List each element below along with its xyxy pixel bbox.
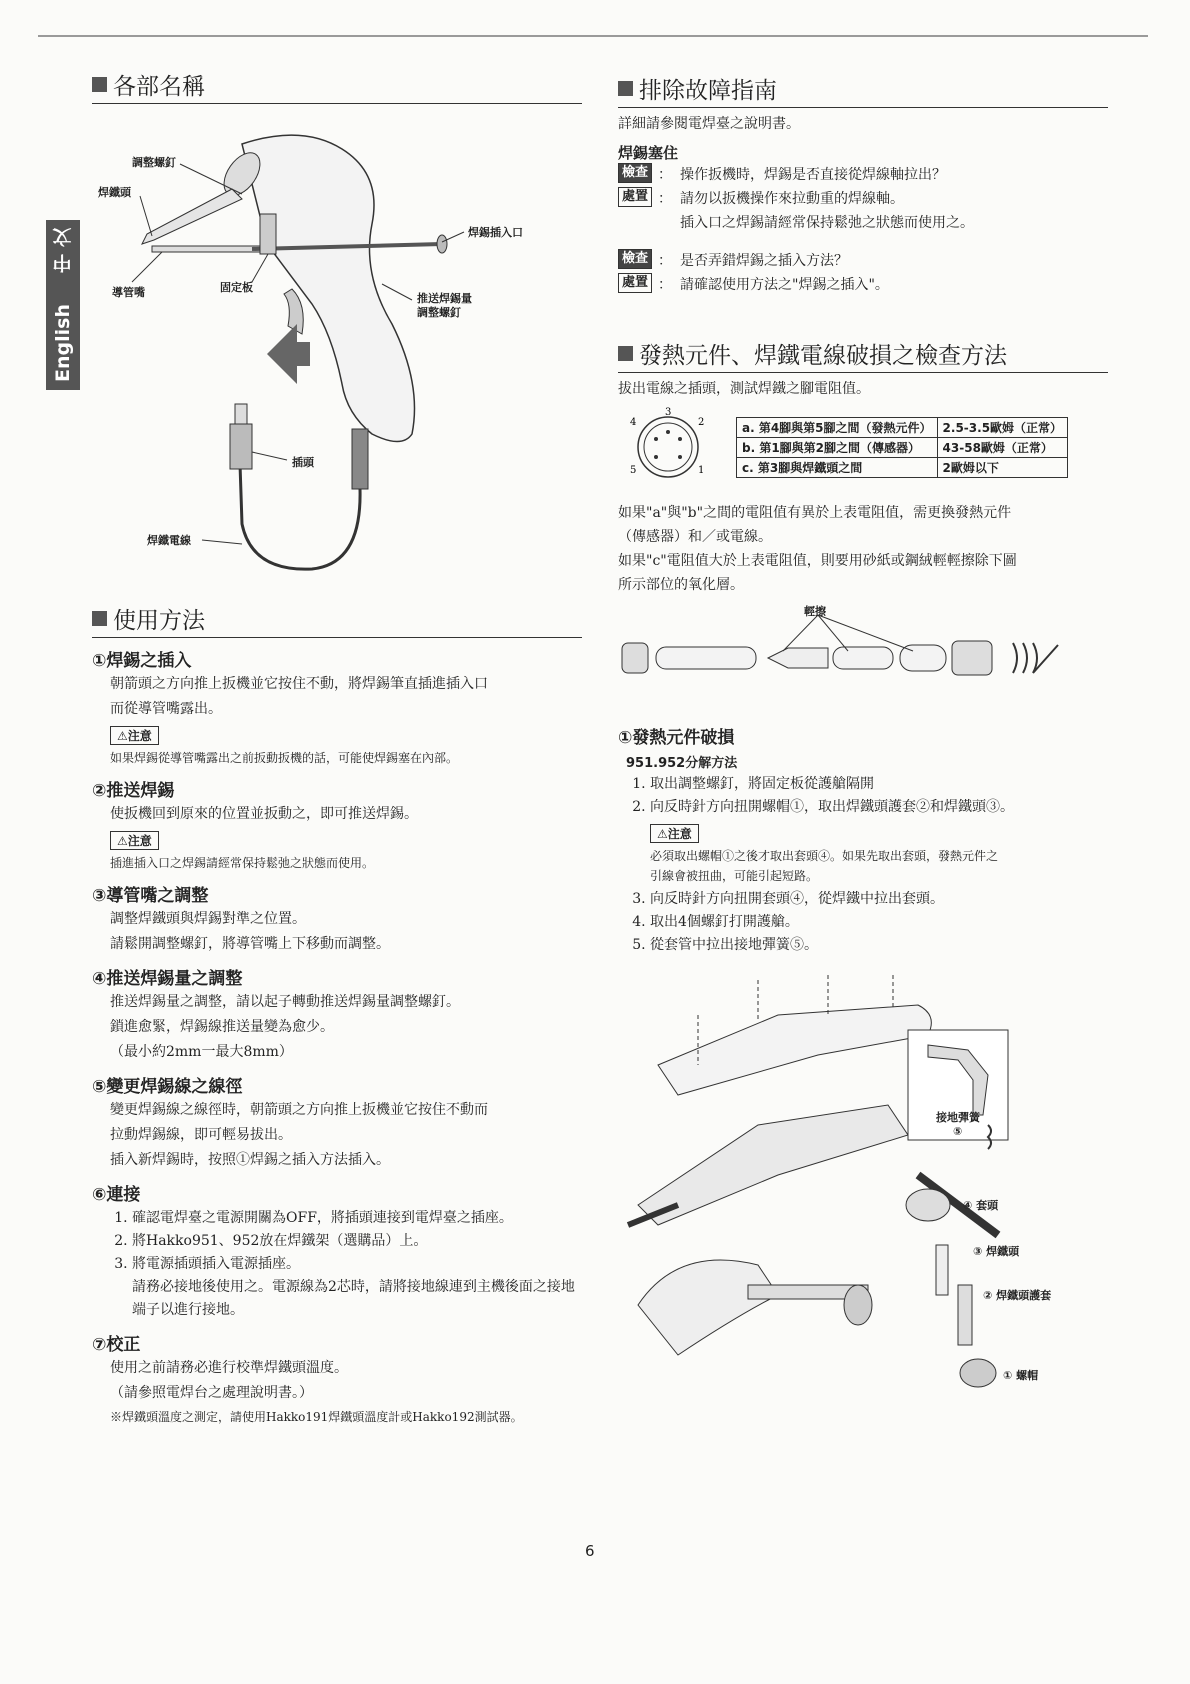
check-row-2: 檢查 ： 是否弄錯焊錫之插入方法？ — [618, 249, 1108, 273]
action-row-1: 處置 ： 請勿以扳機操作來拉動重的焊線軸。 插入口之焊錫請經常保持鬆弛之狀態而使用之。 — [618, 187, 1108, 235]
side-tab-en: English — [52, 304, 74, 382]
usage-section-heading — [92, 602, 582, 638]
table-cell: b. 第1腳與第2腳之間（傳感器） — [737, 437, 938, 457]
check-row-1: 檢查 ： 操作扳機時，焊錫是否直接從焊線軸拉出？ — [618, 163, 1108, 187]
list-item: 5. 從套管中拉出接地彈簧⑤。 — [650, 934, 1108, 957]
step2-note: 插進插入口之焊錫請經常保持鬆弛之狀態而使用。 — [110, 856, 375, 870]
step7-text-1: 使用之前請務必進行校準焊鐵頭溫度。 — [110, 1360, 348, 1376]
step1-text-1: 朝箭頭之方向推上扳機並它按住不動，將焊錫筆直插進插入口 — [110, 676, 488, 692]
step4-title: ④推送焊錫量之調整 — [92, 969, 243, 989]
table-row — [737, 457, 1068, 477]
trouble-title: 排除故障指南 — [639, 78, 777, 104]
caution-badge: ⚠注意 — [110, 726, 159, 745]
step5-title: ⑤變更焊錫線之線徑 — [92, 1077, 243, 1097]
action-badge: 處置 — [618, 273, 652, 293]
grounding-text: 請務必接地後使用之。電源線為2芯時，請將接地線連到主機後面之接地端子以進行接地。 — [132, 1279, 575, 1318]
pin-number: 2 — [698, 417, 705, 428]
label-solder-inlet: 焊錫插入口 — [468, 226, 523, 239]
break-note-2: 引線會被扭曲，可能引起短路。 — [650, 869, 819, 883]
label-nozzle: 導管嘴 — [112, 286, 145, 299]
table-cell: 2歐姆以下 — [937, 457, 1068, 477]
question-1: 操作扳機時，焊錫是否直接從焊線軸拉出？ — [680, 167, 947, 183]
side-tab-zh: 中 文 — [52, 228, 75, 273]
square-bullet-icon — [618, 81, 633, 96]
caution-badge: ⚠注意 — [650, 824, 699, 843]
step7-note: ※焊鐵頭溫度之測定，請使用Hakko191焊鐵頭溫度計或Hakko192測試器。 — [110, 1410, 523, 1424]
step5-text-1: 變更焊錫線之線徑時，朝箭頭之方向推上扳機並它按住不動而 — [110, 1102, 488, 1118]
list-item: 4. 取出4個螺釘打開護艙。 — [650, 911, 1108, 934]
square-bullet-icon — [92, 611, 107, 626]
step1-title: ①焊錫之插入 — [92, 651, 192, 671]
step4-text-1: 推送焊錫量之調整，請以起子轉動推送焊錫量調整螺釘。 — [110, 994, 460, 1010]
label-iron-tip: ③ 焊鐵頭 — [973, 1245, 1020, 1258]
label-adjust-screw: 調整螺釘 — [132, 156, 176, 169]
oxide-rub-figure — [618, 603, 1108, 703]
step3-text-2: 請鬆開調整螺釘，將導管嘴上下移動而調整。 — [110, 936, 390, 952]
label-ground-spring-number: ⑤ — [953, 1125, 963, 1138]
check-badge: 檢查 — [618, 163, 652, 183]
label-tip-cover: ② 焊鐵頭護套 — [983, 1289, 1052, 1302]
table-row — [737, 417, 1068, 437]
disassembly-title: 951.952分解方法 — [626, 756, 738, 771]
square-bullet-icon — [618, 346, 633, 361]
answer-1-line-1: 請勿以扳機操作來拉動重的焊線軸。 — [680, 191, 905, 207]
top-rule — [38, 35, 1148, 37]
step5-text-3: 插入新焊錫時，按照①焊錫之插入方法插入。 — [110, 1152, 390, 1168]
step7-text-2: （請參照電焊台之處理說明書。） — [110, 1385, 313, 1401]
step3-text-1: 調整焊鐵頭與焊錫對準之位置。 — [110, 911, 306, 927]
left-column — [92, 68, 582, 1427]
label-sleeve: ④ 套頭 — [963, 1199, 999, 1212]
action-row-2: 處置 ： 請確認使用方法之"焊錫之插入"。 — [618, 273, 1108, 297]
square-bullet-icon — [92, 77, 107, 92]
rub-label: 輕擦 — [804, 605, 826, 618]
action-badge: 處置 — [618, 187, 652, 207]
parts-section-heading — [92, 68, 582, 104]
label-tip: 焊鐵頭 — [98, 186, 131, 199]
list-item-text: 將電源插頭插入電源插座。 — [132, 1256, 300, 1272]
list-item: 1. 取出調整螺釘，將固定板從護艙隔開 — [650, 773, 1108, 796]
label-nut: ① 螺帽 — [1003, 1369, 1039, 1382]
label-feed-screw-1: 推送焊錫量 — [417, 292, 472, 305]
label-fix-plate: 固定板 — [220, 281, 253, 294]
solder-gun-diagram — [92, 104, 582, 574]
heater-note-3: 如果"c"電阻值大於上表電阻值，則要用砂紙或鋼絨輕輕擦除下圖 — [618, 553, 1017, 569]
parts-title: 各部名稱 — [113, 74, 205, 100]
break-note-1: 必須取出螺帽①之後才取出套頭④。如果先取出套頭，發熱元件之 — [650, 849, 999, 863]
exploded-view-drawing — [618, 975, 1108, 1415]
answer-1-line-2: 插入口之焊錫請經常保持鬆弛之狀態而使用之。 — [680, 215, 975, 231]
parts-lineup-drawing — [618, 603, 1108, 703]
step1-text-2: 而從導管嘴露出。 — [110, 701, 222, 717]
language-side-tab — [46, 220, 80, 390]
pin-number: 3 — [665, 407, 672, 418]
table-cell: 43-58歐姆（正常） — [937, 437, 1068, 457]
solder-gun-drawing — [92, 104, 582, 574]
heater-intro: 拔出電線之插頭，測試焊鐵之腳電阻值。 — [618, 381, 870, 397]
step4-text-2: 鎖進愈緊，焊錫線推送量變為愈少。 — [110, 1019, 334, 1035]
heater-section-heading — [618, 337, 1108, 373]
list-item: 2. 將Hakko951、952放在焊鐵架（選購品）上。 — [132, 1230, 582, 1253]
label-plug: 插頭 — [292, 456, 314, 469]
table-row — [737, 437, 1068, 457]
step4-text-3: （最小約2mm一最大8mm） — [110, 1044, 293, 1060]
list-item: 3. 向反時針方向扭開套頭④，從焊鐵中拉出套頭。 — [650, 888, 1108, 911]
list-item — [132, 1253, 582, 1322]
pin-number: 1 — [698, 465, 705, 476]
label-ground-spring: 接地彈簧 — [936, 1111, 980, 1124]
jam-title: 焊錫塞住 — [618, 144, 679, 162]
label-cord: 焊鐵電線 — [147, 534, 191, 547]
heater-note-4: 所示部位的氧化層。 — [618, 577, 744, 593]
right-column — [618, 72, 1108, 1415]
heater-title: 發熱元件、焊鐵電線破損之檢查方法 — [639, 343, 1007, 369]
step1-note: 如果焊錫從導管嘴露出之前扳動扳機的話，可能使焊錫塞在內部。 — [110, 751, 459, 765]
heater-note-2: （傳感器）和／或電線。 — [618, 529, 772, 545]
disassembly-steps-a — [618, 773, 1108, 819]
pin-resistance-figure — [618, 407, 1108, 487]
question-2: 是否弄錯焊錫之插入方法？ — [680, 253, 849, 269]
step2-title: ②推送焊錫 — [92, 781, 175, 801]
check-badge: 檢查 — [618, 249, 652, 269]
list-item: 1. 確認電焊臺之電源開關為OFF，將插頭連接到電焊臺之插座。 — [132, 1207, 582, 1230]
trouble-section-heading — [618, 72, 1108, 108]
heater-note-1: 如果"a"與"b"之間的電阻值有異於上表電阻值，需更換發熱元件 — [618, 505, 1012, 521]
caution-badge: ⚠注意 — [110, 831, 159, 850]
resistance-table — [736, 417, 1068, 478]
break-title: ①發熱元件破損 — [618, 728, 735, 748]
usage-title: 使用方法 — [113, 608, 205, 634]
step7-title: ⑦校正 — [92, 1335, 141, 1355]
exploded-view-figure — [618, 975, 1108, 1415]
answer-2: 請確認使用方法之"焊錫之插入"。 — [680, 277, 889, 293]
step2-text-1: 使扳機回到原來的位置並扳動之，即可推送焊錫。 — [110, 806, 418, 822]
step6-title: ⑥連接 — [92, 1185, 141, 1205]
trouble-intro: 詳細請參閱電焊臺之說明書。 — [618, 116, 800, 132]
list-item: 2. 向反時針方向扭開螺帽①，取出焊鐵頭護套②和焊鐵頭③。 — [650, 796, 1108, 819]
step3-title: ③導管嘴之調整 — [92, 886, 209, 906]
step6-list — [92, 1207, 582, 1322]
label-feed-screw-2: 調整螺釘 — [417, 306, 461, 319]
page-number: 6 — [585, 1542, 595, 1560]
step5-text-2: 拉動焊錫線，即可輕易拔出。 — [110, 1127, 292, 1143]
connector-pin-diagram — [618, 407, 718, 487]
pin-number: 5 — [630, 465, 637, 476]
table-cell: c. 第3腳與焊鐵頭之間 — [737, 457, 938, 477]
disassembly-steps-b — [618, 888, 1108, 957]
table-cell: a. 第4腳與第5腳之間（發熱元件） — [737, 417, 938, 437]
pin-number: 4 — [630, 417, 637, 428]
table-cell: 2.5-3.5歐姆（正常） — [937, 417, 1068, 437]
heater-notes — [618, 501, 1108, 597]
